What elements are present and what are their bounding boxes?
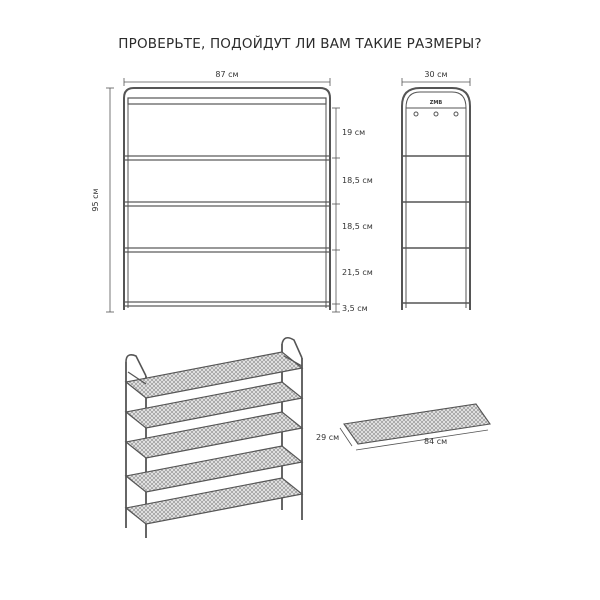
- gap-label-1: 19 см: [342, 128, 366, 137]
- shelf-front-2: [124, 202, 330, 206]
- side-frame: [402, 88, 470, 310]
- shelf-panel-view: [340, 404, 490, 450]
- gap-label-4: 21,5 см: [342, 268, 373, 277]
- side-view: [402, 78, 470, 310]
- shelf-depth-label: 29 см: [316, 433, 340, 442]
- page-title: ПРОВЕРЬТЕ, ПОДОЙДУТ ЛИ ВАМ ТАКИЕ РАЗМЕРЫ?: [118, 36, 482, 52]
- gap-label-2: 18,5 см: [342, 176, 373, 185]
- shelf-front-3: [124, 248, 330, 252]
- shelf-length-label: 84 см: [424, 437, 448, 446]
- gap-label-5: 3,5 см: [342, 304, 368, 313]
- front-view: [106, 78, 340, 312]
- shelf-front-4: [124, 302, 330, 306]
- perspective-view: [126, 338, 302, 538]
- single-shelf: [344, 404, 490, 444]
- frame-outline: [124, 88, 330, 310]
- width-label: 87 см: [215, 70, 239, 79]
- depth-label: 30 см: [424, 70, 448, 79]
- gap-label-3: 18,5 см: [342, 222, 373, 231]
- height-label: 95 см: [91, 188, 100, 212]
- brand-mark: ZMB: [429, 100, 443, 106]
- top-bar: [128, 98, 326, 104]
- shelf-front-1: [124, 156, 330, 160]
